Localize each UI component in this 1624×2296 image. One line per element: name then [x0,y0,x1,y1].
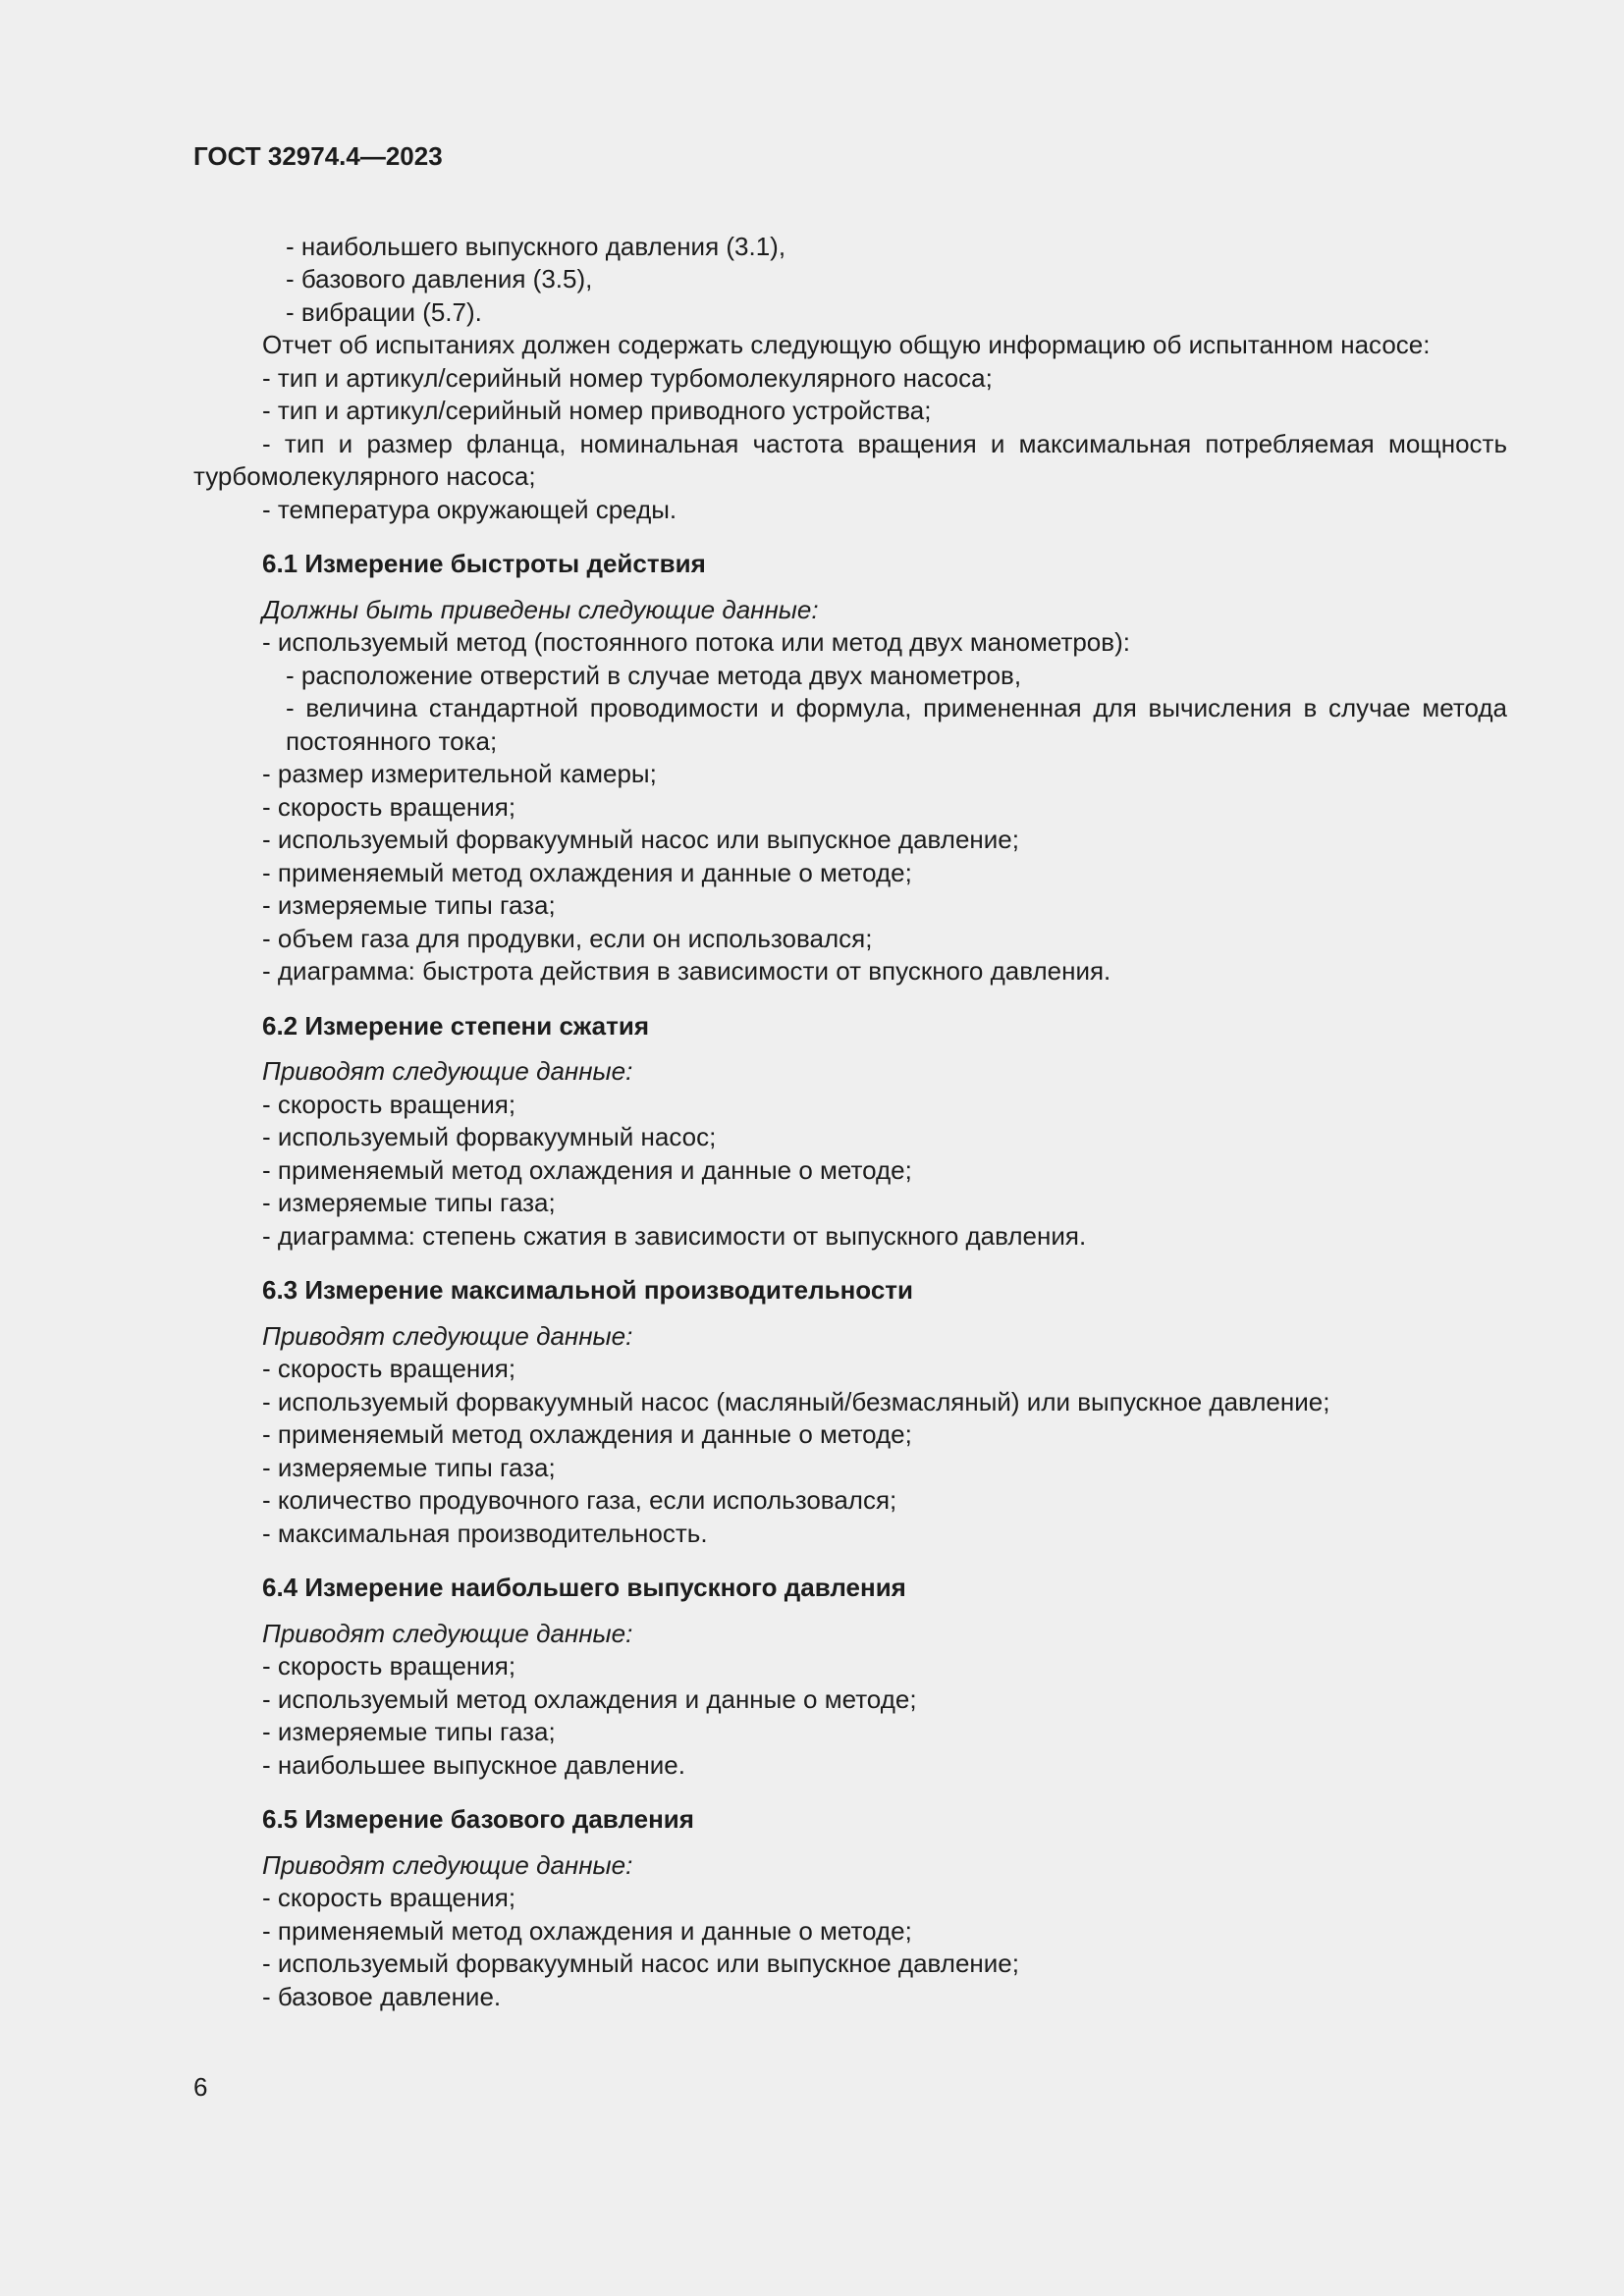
list-item: - наибольшего выпускного давления (3.1), [286,231,786,261]
list-item: - диаграмма: быстрота действия в зависимости от впускного давления. [262,956,1111,986]
list-item: - используемый форвакуумный насос (масляный/безмасляный) или выпускное давление; [262,1386,1330,1416]
list-item: - измеряемые типы газа; [262,1452,556,1482]
list-item: - применяемый метод охлаждения и данные о методе; [262,857,912,887]
list-item: - величина стандартной проводимости и формула, примененная для вычисления в случае метода постоянного тока; [286,693,1507,756]
list-item: - максимальная производительность. [262,1518,708,1548]
section-heading: 6.4 Измерение наибольшего выпускного давления [262,1573,906,1602]
section-heading: 6.5 Измерение базового давления [262,1804,694,1834]
document-header: ГОСТ 32974.4—2023 [193,141,443,171]
list-item: - объем газа для продувки, если он использовался; [262,923,873,953]
list-item: - наибольшее выпускное давление. [262,1749,685,1780]
list-item: - тип и размер фланца, номинальная частота вращения и максимальная потребляемая мощность турбомолекулярного насоса; [193,428,1507,491]
document-page [193,140,1507,2013]
list-item: - температура окружающей среды. [262,494,677,524]
list-item: - размер измерительной камеры; [262,759,657,788]
section-heading: 6.3 Измерение максимальной производительности [262,1275,913,1305]
list-item: - базовое давление. [262,1981,502,2011]
list-item: - скорость вращения; [262,1354,516,1383]
list-item: - вибрации (5.7). [286,296,482,327]
list-item: - применяемый метод охлаждения и данные о методе; [262,1915,912,1946]
page-number: 6 [193,2072,208,2102]
list-item: - используемый форвакуумный насос; [262,1122,717,1151]
section-intro: Приводят следующие данные: [262,1849,633,1880]
section-heading: 6.2 Измерение степени сжатия [262,1010,650,1041]
list-item: - скорость вращения; [262,1089,516,1119]
list-item: - тип и артикул/серийный номер приводного устройства; [262,396,932,425]
list-item: - базового давления (3.5), [286,264,593,294]
list-item: - количество продувочного газа, если использовался; [262,1485,897,1515]
list-item: - используемый метод (постоянного потока или метод двух манометров): [262,627,1130,657]
list-item: - измеряемые типы газа; [262,1188,556,1217]
list-item: - используемый форвакуумный насос или выпускное давление; [262,1949,1019,1978]
list-item: - скорость вращения; [262,791,516,822]
section-heading: 6.1 Измерение быстроты действия [262,549,706,578]
list-item: - тип и артикул/серийный номер турбомолекулярного насоса; [262,362,993,393]
section-intro: Приводят следующие данные: [262,1618,633,1648]
list-item: - измеряемые типы газа; [262,1717,556,1746]
list-item: - диаграмма: степень сжатия в зависимости от выпускного давления. [262,1220,1087,1251]
report-intro: Отчет об испытаниях должен содержать следующую общую информацию об испытанном насосе: [262,330,1431,359]
section-intro: Приводят следующие данные: [262,1320,633,1351]
list-item: - используемый метод охлаждения и данные о методе; [262,1683,917,1714]
section-intro: Должны быть приведены следующие данные: [262,594,819,624]
list-item: - скорость вращения; [262,1883,516,1912]
list-item: - скорость вращения; [262,1651,516,1681]
list-item: - расположение отверстий в случае метода двух манометров, [286,660,1022,690]
list-item: - измеряемые типы газа; [262,890,556,920]
list-item: - используемый форвакуумный насос или выпускное давление; [262,825,1019,854]
section-intro: Приводят следующие данные: [262,1056,633,1086]
list-item: - применяемый метод охлаждения и данные о методе; [262,1154,912,1185]
list-item: - применяемый метод охлаждения и данные о методе; [262,1419,912,1449]
